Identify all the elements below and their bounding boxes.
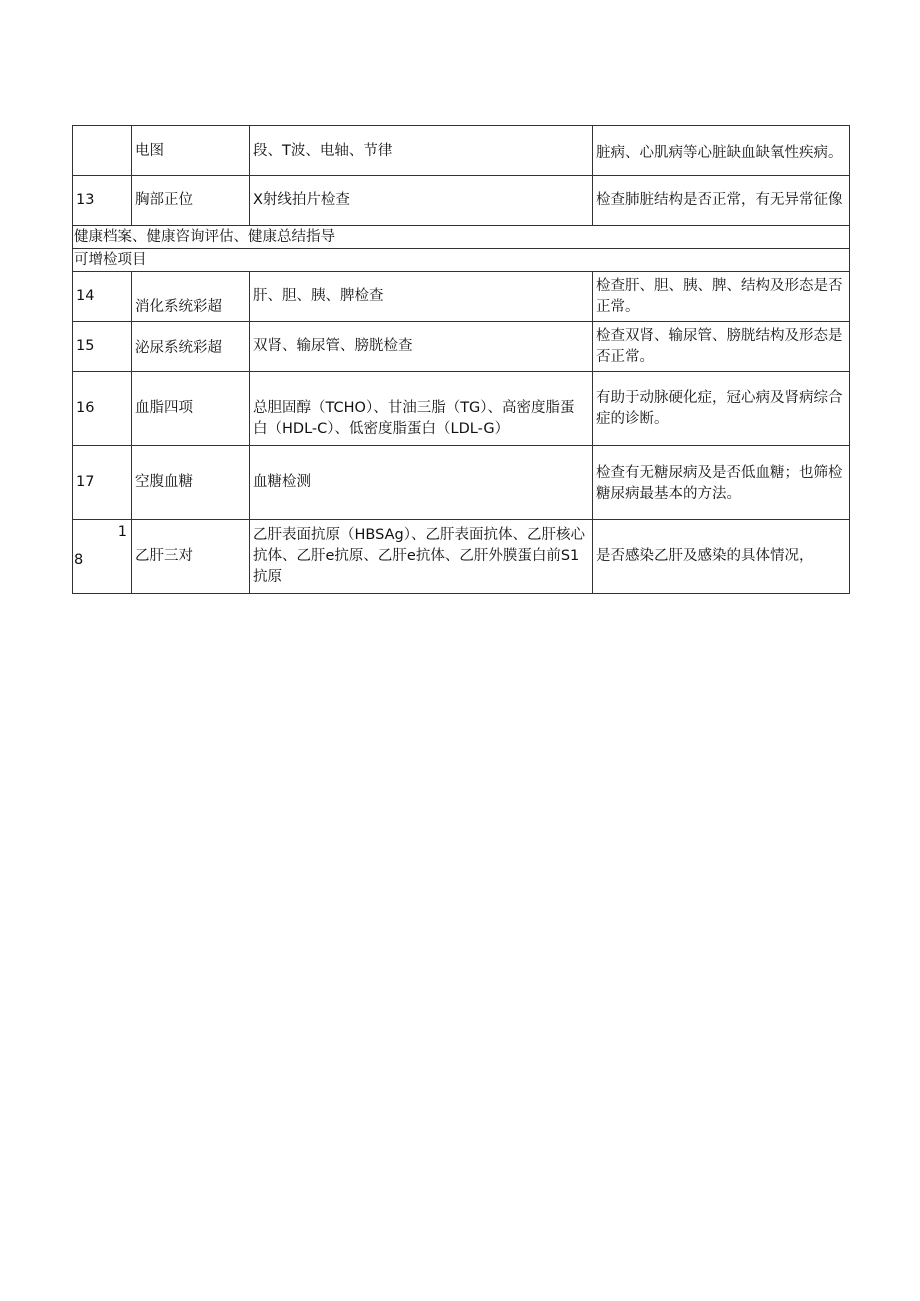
item-purpose: 脏病、心肌病等心脏缺血缺氧性疾病。 [593,126,850,176]
row-number-digit-2: 8 [74,551,84,568]
row-number: 15 [73,322,132,372]
item-purpose: 检查肺脏结构是否正常，有无异常征像 [593,176,850,226]
item-content: 总胆固醇（TCHO）、甘油三脂（TG）、高密度脂蛋白（HDL-C）、低密度脂蛋白（LDL-G） [250,372,593,446]
row-number: 17 [73,446,132,520]
item-name: 胸部正位 [132,176,250,226]
row-number: 13 [73,176,132,226]
table-row [73,226,850,249]
row-number [73,520,132,594]
table-row [73,176,850,226]
table-row [73,446,850,520]
item-name: 空腹血糖 [132,446,250,520]
section-row-optional: 可增检项目 [73,249,850,272]
row-number-digit-1: 1 [117,523,127,540]
row-number [73,126,132,176]
item-purpose: 检查有无糖尿病及是否低血糖；也筛检糖尿病最基本的方法。 [593,446,850,520]
item-purpose: 有助于动脉硬化症，冠心病及肾病综合症的诊断。 [593,372,850,446]
item-content: X射线拍片检查 [250,176,593,226]
item-name: 血脂四项 [132,372,250,446]
item-purpose: 检查双肾、输尿管、膀胱结构及形态是否正常。 [593,322,850,372]
row-number: 14 [73,272,132,322]
table-row [73,322,850,372]
item-content: 段、T波、电轴、节律 [250,126,593,176]
table-row [73,126,850,176]
item-name: 消化系统彩超 [132,272,250,322]
exam-table [72,125,850,594]
item-purpose: 是否感染乙肝及感染的具体情况， [593,520,850,594]
item-name: 泌尿系统彩超 [132,322,250,372]
section-row-health: 健康档案、健康咨询评估、健康总结指导 [73,226,850,249]
item-content: 肝、胆、胰、脾检查 [250,272,593,322]
item-content: 乙肝表面抗原（HBSAg）、乙肝表面抗体、乙肝核心抗体、乙肝e抗原、乙肝e抗体、乙肝外膜蛋白前S1抗原 [250,520,593,594]
row-number: 16 [73,372,132,446]
table-row [73,272,850,322]
table-row [73,249,850,272]
item-purpose: 检查肝、胆、胰、脾、结构及形态是否正常。 [593,272,850,322]
item-name: 乙肝三对 [132,520,250,594]
item-name: 电图 [132,126,250,176]
item-content: 双肾、输尿管、膀胱检查 [250,322,593,372]
item-content: 血糖检测 [250,446,593,520]
table-row [73,372,850,446]
table-row [73,520,850,594]
